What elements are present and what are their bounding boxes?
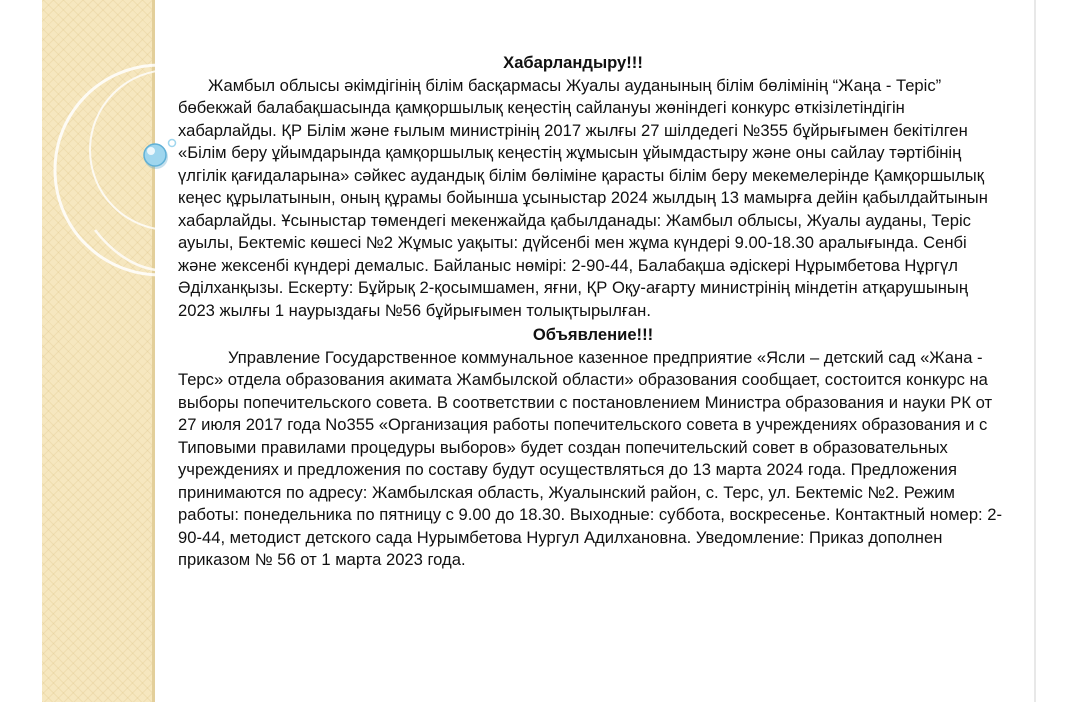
kazakh-paragraph [178,75,1008,323]
decor-bead-highlight [147,147,155,155]
decor-small-dot [169,140,176,147]
russian-title: Объявление!!! [532,325,654,344]
document-content [178,52,1008,572]
kazakh-title: Хабарландыру!!! [503,53,643,72]
russian-body: Управление Государственное коммунальное казенное предприятие «Ясли – детский сад «Жана - Терс» отдела образования акимата Жамбылской области» образования сообщает, состоится конкурс на выборы попечительского совета. В соответствии с постановлением Министра образования и науки РК от 27 июля 2017 года No355 «Организация работы попечительского совета в учреждениях образования и с Типовыми правилами процедуры выборов» будет создан попечительский совет в образовательных учреждениях и предложения по составу будут осуществляться до 13 марта 2024 года. Предложения принимаются по адресу: Жамбылская область, Жуалынский район, с. Терс, ул. Бектеміс №2. Режим работы: понедельника по пятницу с 9.00 до 18.30. Выходные: суббота, воскресенье. Контактный номер: 2-90-44, методист детского сада Нурымбетова Нургул Адилхановна. Уведомление: Приказ дополнен приказом № 56 от 1 марта 2023 года. [178,347,1003,569]
russian-paragraph [178,347,1008,572]
decor-bead [144,144,166,166]
kazakh-body: Жамбыл облысы әкімдігінің білім басқармасы Жуалы ауданының білім бөлімінің “Жаңа - Теріс” бөбекжай балабақшасында қамқоршылық кеңестің сайлануы жөніндегі конкурс өткізілетіндігін хабарлайды. ҚР Білім және ғылым министрінің 2017 жылғы 27 шілдедегі №355 бұйрығымен бекітілген «Білім беру ұйымдарында қамқоршылық кеңестің жұмысын ұйымдастыру және оны сайлау тәртібінің үлгілік қағидаларына» сәйкес аудандық білім бөліміне қарасты білім беру мекемелерінде Қамқоршылық кеңес құрылатынын, оның құрамы бойынша ұсыныстар 2024 жылдың 13 мамырға дейін қабылдайтынын хабарлайды. Ұсыныстар төмендегі мекенжайда қабылданады: Жамбыл облысы, Жуалы ауданы, Теріс ауылы, Бектеміс көшесі №2 Жұмыс уақыты: дүйсенбі мен жұма күндері 9.00-18.30 аралығында. Сенбі және жексенбі күндері демалыс. Байланыс нөмірі: 2-90-44, Балабақша әдіскері Нұрымбетова Нұргүл Әділханқызы. Ескерту: Бұйрық 2-қосымшамен, яғни, ҚР Оқу-ағарту министрінің міндетін атқарушының 2023 жылғы 1 наурыздағы №56 бұйрығымен толықтырылған. [178,75,988,320]
